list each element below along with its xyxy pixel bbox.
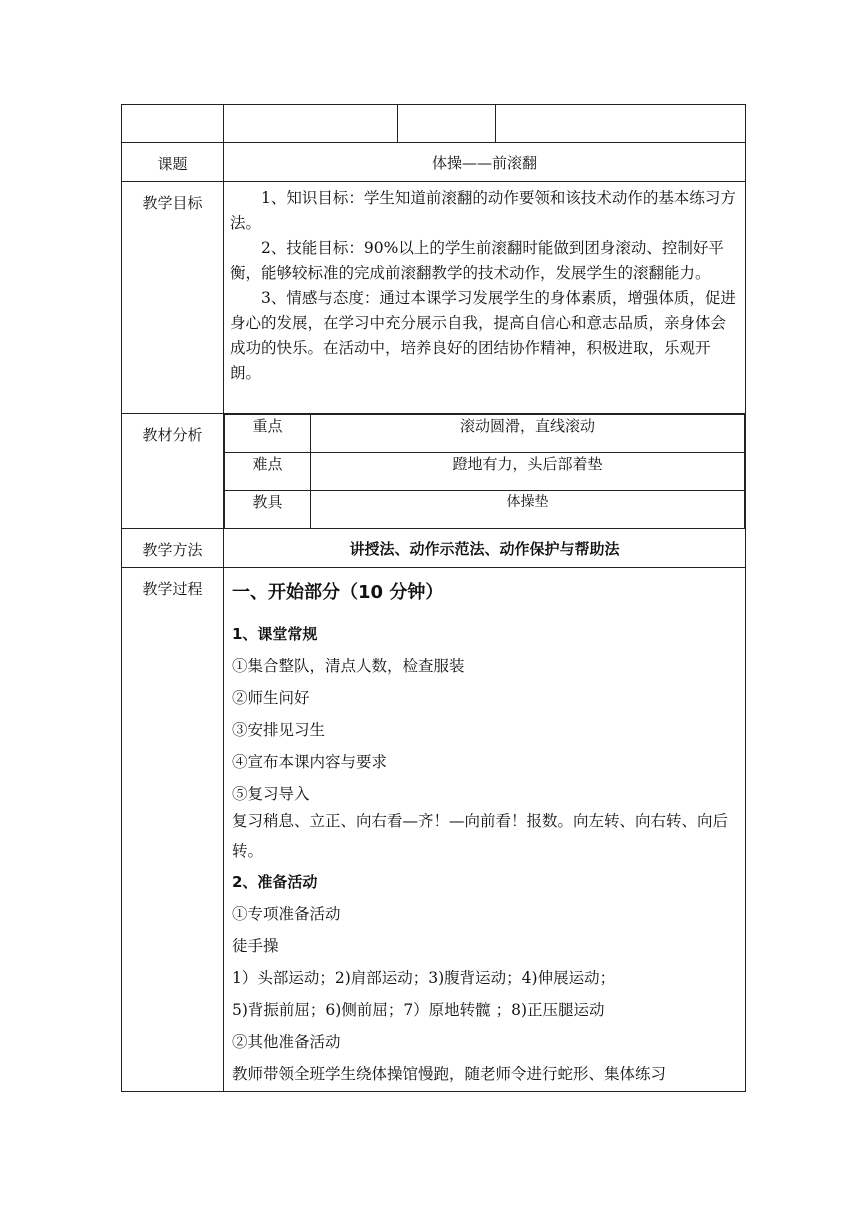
topic-value: 体操——前滚翻 bbox=[224, 143, 746, 182]
list-item: 徒手操 bbox=[232, 937, 279, 955]
goals-content bbox=[224, 182, 746, 414]
analysis-subtable bbox=[224, 414, 745, 528]
analysis-subrow bbox=[225, 453, 745, 491]
goal-item: 1、知识目标：学生知道前滚翻的动作要领和该技术动作的基本练习方法。 bbox=[230, 189, 736, 232]
list-item: ⑤复习导入 bbox=[232, 785, 310, 803]
subsection-title: 2、准备活动 bbox=[232, 873, 318, 891]
goals-row bbox=[122, 182, 746, 414]
analysis-subrow bbox=[225, 415, 745, 453]
list-item: ②其他准备活动 bbox=[232, 1033, 341, 1051]
goal-item: 3、情感与态度：通过本课学习发展学生的身体素质，增强体质，促进身心的发展，在学习中充分展示自我，提高自信心和意志品质，亲身体会成功的快乐。在活动中，培养良好的团结协作精神，积极进取，乐观开朗。 bbox=[230, 289, 736, 382]
method-value: 讲授法、动作示范法、动作保护与帮助法 bbox=[224, 529, 746, 568]
difficulty-label: 难点 bbox=[225, 453, 311, 491]
analysis-subrow bbox=[225, 491, 745, 529]
analysis-label: 教材分析 bbox=[122, 414, 224, 529]
equipment-label: 教具 bbox=[225, 491, 311, 529]
list-item: ②师生问好 bbox=[232, 689, 310, 707]
goal-item: 2、技能目标：90%以上的学生前滚翻时能做到团身滚动、控制好平衡，能够较标准的完成前滚翻教学的技术动作，发展学生的滚翻能力。 bbox=[230, 239, 724, 282]
equipment-value: 体操垫 bbox=[311, 491, 745, 529]
key-point-value: 滚动圆滑，直线滚动 bbox=[311, 415, 745, 453]
list-item: 1）头部运动；2)肩部运动；3)腹背运动；4)伸展运动； bbox=[232, 969, 616, 987]
header-cell-2 bbox=[224, 105, 398, 143]
list-item: ①专项准备活动 bbox=[232, 905, 341, 923]
difficulty-value: 蹬地有力，头后部着垫 bbox=[311, 453, 745, 491]
method-row bbox=[122, 529, 746, 568]
subsection-title: 1、课堂常规 bbox=[232, 625, 318, 643]
goals-label: 教学目标 bbox=[122, 182, 224, 414]
analysis-content bbox=[224, 414, 746, 529]
section-title: 一、开始部分（10 分钟） bbox=[232, 582, 444, 603]
header-cell-1 bbox=[122, 105, 224, 143]
analysis-row bbox=[122, 414, 746, 529]
list-item: ①集合整队，清点人数，检查服装 bbox=[232, 657, 465, 675]
list-item: 教师带领全班学生绕体操馆慢跑，随老师令进行蛇形、集体练习 bbox=[232, 1065, 667, 1083]
list-item: ④宣布本课内容与要求 bbox=[232, 753, 388, 771]
lesson-plan-table bbox=[121, 104, 746, 1092]
process-content bbox=[224, 568, 746, 1092]
process-label: 教学过程 bbox=[122, 568, 224, 1092]
topic-label: 课题 bbox=[122, 143, 224, 182]
header-cell-3 bbox=[398, 105, 496, 143]
paragraph: 复习稍息、立正、向右看—齐！—向前看！报数。向左转、向右转、向后转。 bbox=[232, 812, 729, 860]
key-point-label: 重点 bbox=[225, 415, 311, 453]
process-row bbox=[122, 568, 746, 1092]
header-row bbox=[122, 105, 746, 143]
header-cell-4 bbox=[496, 105, 746, 143]
topic-row bbox=[122, 143, 746, 182]
method-label: 教学方法 bbox=[122, 529, 224, 568]
list-item: ③安排见习生 bbox=[232, 721, 326, 739]
list-item: 5)背振前屈；6)侧前屈；7）原地转髋 ；8)正压腿运动 bbox=[232, 1001, 605, 1019]
